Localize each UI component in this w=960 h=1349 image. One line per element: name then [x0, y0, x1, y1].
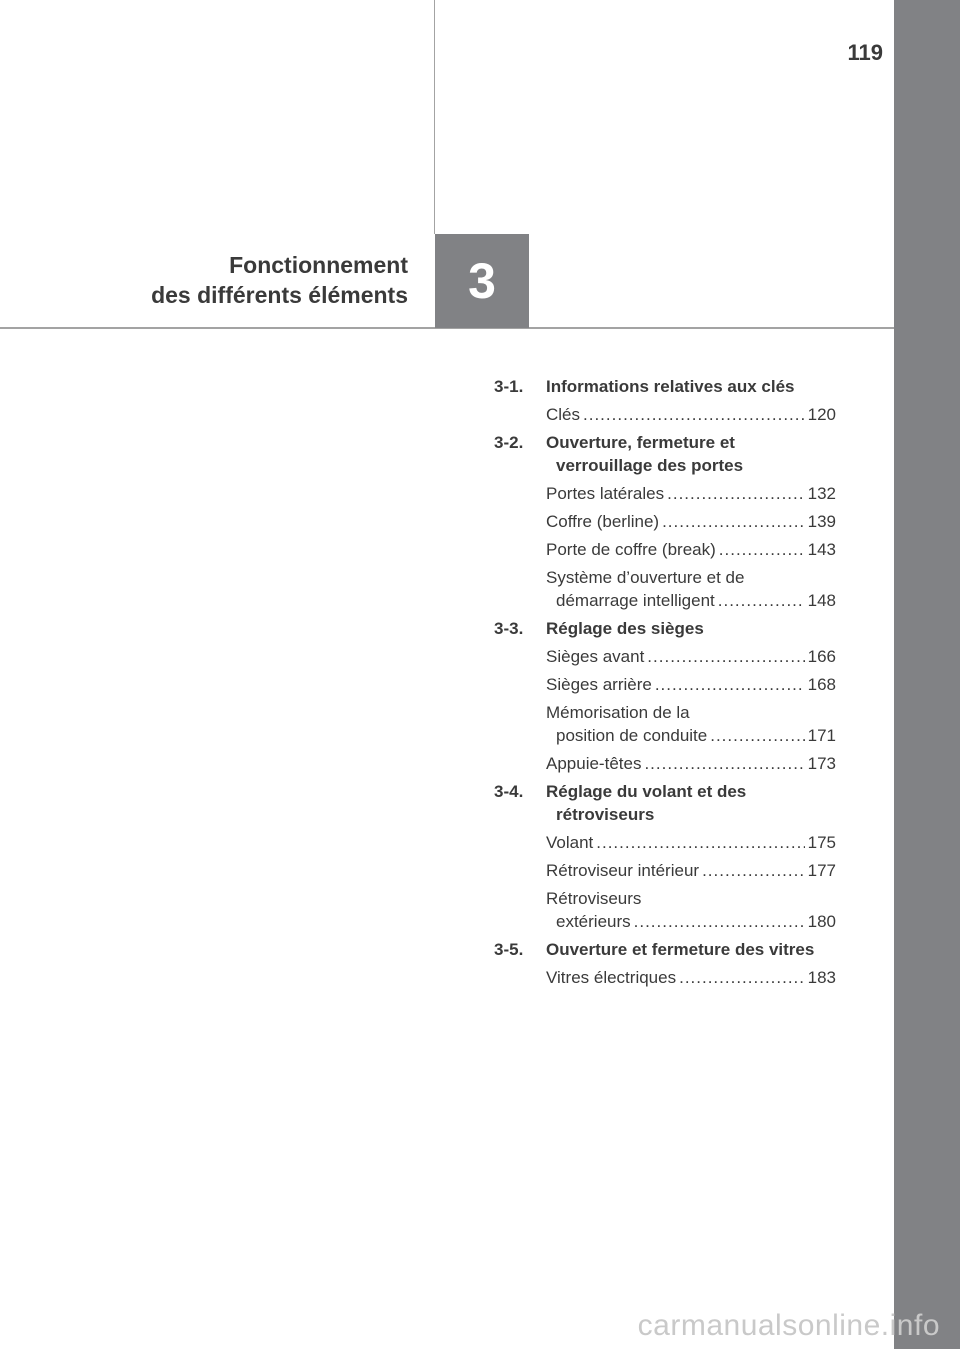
toc-leader-dots: [662, 510, 805, 533]
toc-entry-page: 139: [807, 512, 836, 531]
toc-section-title: Ouverture et fermeture des vitres: [546, 940, 815, 959]
toc-entry-text: Rétroviseur intérieur: [546, 861, 700, 880]
toc-entry-page: 143: [807, 540, 836, 559]
toc-section-heading: [494, 938, 836, 961]
toc-section-heading: [494, 431, 836, 477]
toc-entry-text: Vitres électriques: [546, 968, 677, 987]
toc-entry[interactable]: [546, 966, 836, 989]
toc-leader-dots: [702, 859, 805, 882]
toc-section: [494, 617, 836, 775]
toc-leader-dots: [710, 724, 804, 747]
toc-section-number: 3-1.: [494, 377, 524, 396]
toc-entry[interactable]: [546, 510, 836, 533]
toc-section-title: Informations relatives aux clés: [546, 377, 795, 396]
toc-entry-text: Mémorisation de la: [546, 703, 690, 722]
toc-leader-dots: [583, 403, 805, 426]
toc-section-title: Réglage du volant et des rétroviseurs: [546, 782, 747, 824]
toc-entry-line: [546, 403, 836, 426]
toc-entry-text: Porte de coffre (break): [546, 540, 716, 559]
toc-entry-text: extérieurs: [556, 912, 631, 931]
toc-entry-text: Volant: [546, 833, 594, 852]
header-divider-vertical: [434, 0, 435, 234]
toc-entry[interactable]: [546, 887, 836, 933]
toc-section-heading: [494, 617, 836, 640]
toc-entry-page: 166: [807, 647, 836, 666]
toc-entry-line: [546, 482, 836, 505]
toc-entry-line: [546, 966, 836, 989]
toc-section-heading: [494, 780, 836, 826]
toc-leader-dots: [719, 538, 805, 561]
toc-entry-text: démarrage intelligent: [556, 591, 715, 610]
toc-entry-line: [546, 645, 836, 668]
toc-entry-text: Portes latérales: [546, 484, 665, 503]
toc-entry-line: [546, 859, 836, 882]
chapter-number: 3: [468, 253, 496, 309]
toc-entry[interactable]: [546, 538, 836, 561]
toc-leader-dots: [644, 752, 804, 775]
toc-leader-dots: [655, 673, 805, 696]
toc-entry-page: 183: [807, 968, 836, 987]
toc-entry[interactable]: [546, 403, 836, 426]
toc-entry-page: 175: [807, 833, 836, 852]
toc-entry-page: 168: [807, 675, 836, 694]
toc-entry-text: position de conduite: [556, 726, 708, 745]
toc-entry-line: [546, 831, 836, 854]
toc-entry-page: 173: [807, 754, 836, 773]
toc-entry-page: 148: [807, 591, 836, 610]
toc-leader-dots: [647, 645, 804, 668]
toc-section: [494, 938, 836, 989]
page-number: 119: [847, 40, 883, 65]
toc-leader-dots: [634, 910, 805, 933]
toc-entry-line: [546, 589, 836, 612]
toc-entry-page: 132: [807, 484, 836, 503]
toc-entry-page: 177: [807, 861, 836, 880]
toc-entry[interactable]: [546, 752, 836, 775]
toc-entry[interactable]: [546, 701, 836, 747]
toc-entry-line: [546, 673, 836, 696]
toc-entry[interactable]: [546, 831, 836, 854]
toc-entry-text: Sièges avant: [546, 647, 645, 666]
toc-entry-line: [546, 752, 836, 775]
toc-entry-text: Appuie-têtes: [546, 754, 642, 773]
toc-section-number: 3-3.: [494, 619, 524, 638]
toc-entry-page: 120: [807, 405, 836, 424]
toc-section-title: Ouverture, fermeture et verrouillage des portes: [546, 433, 744, 475]
chapter-title: [151, 250, 408, 310]
toc-leader-dots: [596, 831, 804, 854]
toc-entry[interactable]: [546, 566, 836, 612]
toc-entry[interactable]: [546, 645, 836, 668]
toc-entry-line: [546, 724, 836, 747]
toc-entry-text: Sièges arrière: [546, 675, 652, 694]
toc-leader-dots: [718, 589, 805, 612]
side-tab-band: [894, 0, 960, 1349]
toc-entry-page: 171: [807, 726, 836, 745]
toc-entry[interactable]: [546, 482, 836, 505]
chapter-title-line2: des différents éléments: [151, 282, 408, 308]
toc-entry[interactable]: [546, 859, 836, 882]
toc-section-number: 3-2.: [494, 433, 524, 452]
toc-entry-text: Clés: [546, 405, 581, 424]
toc-section: [494, 780, 836, 933]
toc-entry-line: [546, 538, 836, 561]
toc-entry-text: Système d’ouverture et de: [546, 568, 745, 587]
chapter-title-line1: Fonctionnement: [229, 252, 408, 278]
toc-section-title: Réglage des sièges: [546, 619, 704, 638]
toc-entry-text: Rétroviseurs: [546, 889, 642, 908]
toc-section-heading: [494, 375, 836, 398]
toc-entry[interactable]: [546, 673, 836, 696]
toc-section: [494, 431, 836, 612]
chapter-number-box: [435, 234, 529, 328]
watermark: carmanualsonline.info: [637, 1309, 940, 1342]
toc-entry-page: 180: [807, 912, 836, 931]
toc-entry-line: [546, 910, 836, 933]
toc-section-number: 3-4.: [494, 782, 524, 801]
toc-section-number: 3-5.: [494, 940, 524, 959]
table-of-contents: [494, 375, 836, 994]
toc-entry-line: [546, 510, 836, 533]
toc-leader-dots: [679, 966, 805, 989]
toc-leader-dots: [667, 482, 805, 505]
toc-section: [494, 375, 836, 426]
toc-entry-text: Coffre (berline): [546, 512, 660, 531]
